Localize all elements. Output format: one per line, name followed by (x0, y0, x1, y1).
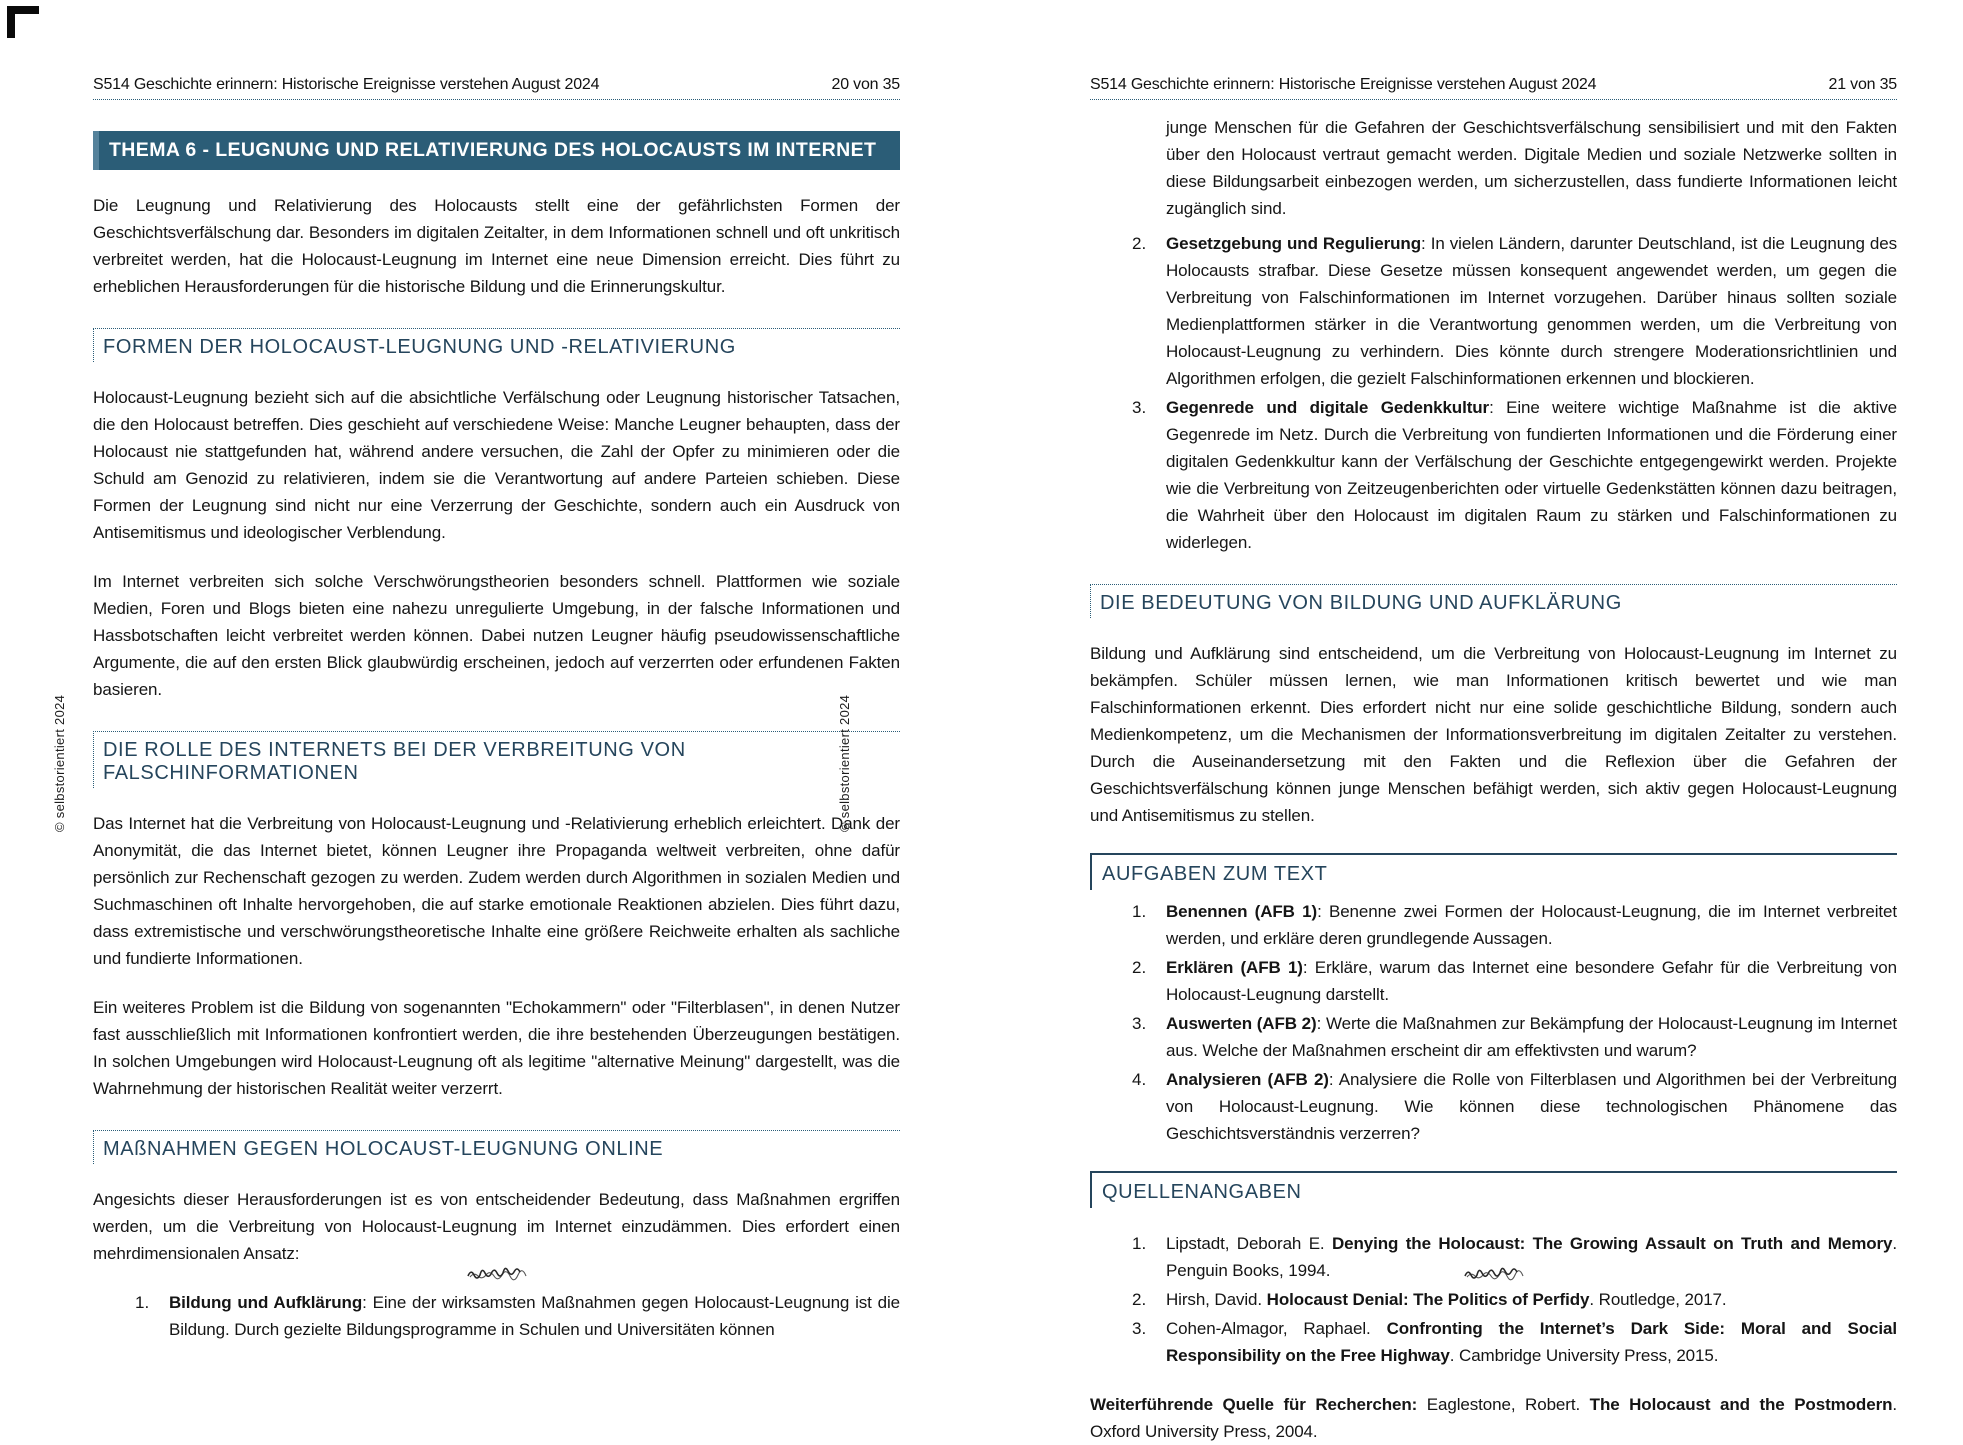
copyright-vertical-left: © selbstorientiert 2024 (52, 694, 67, 832)
task-text (1166, 1010, 1897, 1064)
further-source-title: The Holocaust and the Postmodern (1589, 1395, 1893, 1414)
paragraph: Im Internet verbreiten sich solche Verschwörungstheorien besonders schnell. Plattformen wie soziale Medien, Foren und Blogs bieten eine nahezu unregulierte Umgebung, in der falsche Informationen und Hassbotschaften leicht verbreitet werden können. Dabei nutzen Leugner häufig pseudowissenschaftliche Argumente, die auf den ersten Blick glaubwürdig erscheinen, jedoch auf verzerrten oder erfundenen Fakten basieren. (93, 572, 900, 699)
paragraph: Ein weiteres Problem ist die Bildung von sogenannten "Echokammern" oder "Filterblasen", in denen Nutzer fast ausschließlich mit Informationen konfrontiert werden, die ihre bestehenden Überzeugungen bestätigen. In solchen Umgebungen wird Holocaust-Leugnung oft als legitime "alternative Meinung" dargestellt, was die Wahrnehmung der historischen Realität weiter verzerrt. (93, 998, 900, 1098)
measures-list-continued (1090, 230, 1897, 556)
task-item (1090, 898, 1897, 952)
list-item-body: : In vielen Ländern, darunter Deutschland, ist die Leugnung des Holocausts strafbar. Diese Gesetze müssen konsequent angewendet werden, um gegen die Verbreitung von Falschinformationen im Internet vorzugehen. Darüber hinaus sollten soziale Medienplattformen stärker in die Verantwortung genommen werden, um die Verbreitung von Holocaust-Leugnung zu verhindern. Dies könnte durch strengere Moderationsrichtlinien und Algorithmen erfolgen, die gezielt Falschinformationen erkennen und blockieren. (1166, 234, 1897, 388)
list-item-body: : Eine der wirksamsten Maßnahmen gegen Holocaust-Leugnung ist die Bildung. Durch gezielte Bildungsprogramme in Schulen und Universitäten können (169, 1293, 900, 1339)
further-source-publisher: . Oxford University Press, 2004. (1090, 1395, 1898, 1441)
paragraph: Holocaust-Leugnung bezieht sich auf die absichtliche Verfälschung oder Leugnung historischer Tatsachen, die den Holocaust betreffen. Dies geschieht auf verschiedene Weise: Manche Leugner behaupten, dass der Holocaust nie stattgefunden hat, während andere versuchen, die Zahl der Opfer zu minimieren oder die Schuld am Genozid zu relativieren, indem sie die Verantwortung auf andere Parteien schieben. Diese Formen der Leugnung sind nicht nur eine Verzerrung der Geschichte, sondern auch ein Ausdruck von Antisemitismus und ideologischer Verblendung. (93, 388, 900, 542)
source-publisher: . Cambridge University Press, 2015. (1449, 1346, 1719, 1365)
page-right (1090, 0, 1897, 1445)
further-source-label: Weiterführende Quelle für Recherchen: (1090, 1395, 1418, 1414)
task-item (1090, 1010, 1897, 1064)
task-lead: Benennen (AFB 1) (1166, 902, 1318, 921)
signature-scribble-left (93, 1266, 900, 1287)
list-item-lead: Gegenrede und digitale Gedenkkultur (1166, 398, 1490, 417)
list-item-continuation: junge Menschen für die Gefahren der Geschichtsverfälschung sensibilisiert und mit den Fakten über den Holocaust vertraut gemacht werden. Digitale Medien und soziale Netzwerke sollten in diese Bildungsarbeit einbezogen werden, um sicherzustellen, dass fundierte Informationen leicht zugänglich sind. (1166, 118, 1897, 218)
list-text (1166, 394, 1897, 556)
section-heading-massnahmen: MAßNAHMEN GEGEN HOLOCAUST-LEUGNUNG ONLINE (93, 1130, 900, 1164)
copyright-vertical-right: © selbstorientiert 2024 (837, 694, 852, 832)
list-text (169, 1289, 900, 1343)
tasks-list (1090, 898, 1897, 1147)
source-title: Confronting the Internet’s Dark Side: Moral and Social Responsibility on the Free Highway (1166, 1319, 1897, 1365)
list-number: 2. (1132, 234, 1147, 253)
task-item (1090, 1066, 1897, 1147)
section-heading-rolle: DIE ROLLE DES INTERNETS BEI DER VERBREITUNG VON FALSCHINFORMATIONEN (93, 731, 900, 788)
paragraph: Angesichts dieser Herausforderungen ist es von entscheidender Bedeutung, dass Maßnahmen ergriffen werden, um die Verbreitung von Holocaust-Leugnung im Internet einzudämmen. Dies erfordert einen mehrdimensionalen Ansatz: (93, 1190, 900, 1263)
page-number: 21 von 35 (1828, 76, 1897, 93)
header-title: S514 Geschichte erinnern: Historische Ereignisse verstehen August 2024 (1090, 76, 1597, 93)
further-source-author: Eaglestone, Robert. (1417, 1395, 1590, 1414)
list-number: 4. (1132, 1070, 1147, 1089)
task-lead: Analysieren (AFB 2) (1166, 1070, 1329, 1089)
list-number: 2. (1132, 958, 1147, 977)
list-item-lead: Gesetzgebung und Regulierung (1166, 234, 1421, 253)
task-body: : Analysiere die Rolle von Filterblasen und Algorithmen bei der Verbreitung von Holocaust-Leugnung. Wie können diese technologischen Phänomene das Geschichtsverständnis verzerren? (1166, 1070, 1897, 1143)
task-body: : Benenne zwei Formen der Holocaust-Leugnung, die im Internet verbreitet werden, und erkläre deren grundlegende Aussagen. (1166, 902, 1897, 948)
source-item (1090, 1286, 1897, 1313)
list-number: 3. (1132, 1319, 1147, 1338)
list-number: 3. (1132, 1014, 1147, 1033)
paragraph: Bildung und Aufklärung sind entscheidend, um die Verbreitung von Holocaust-Leugnung im Internet zu bekämpfen. Schüler müssen lernen, wie man Informationen kritisch bewertet und wie man Falschinformationen erkennt. Dies erfordert nicht nur eine solide geschichtliche Bildung, sondern auch Medienkompetenz, um die Mechanismen der Informationsverbreitung im digitalen Zeitalter zu verstehen. Durch die Auseinandersetzung mit den Fakten und die Reflexion über die Gefahren der Geschichtsverfälschung können junge Menschen befähigt werden, sich aktiv gegen Holocaust-Leugnung und Antisemitismus zu stellen. (1090, 644, 1897, 825)
task-text (1166, 1066, 1897, 1147)
list-item (1090, 394, 1897, 556)
source-title: Denying the Holocaust: The Growing Assault on Truth and Memory (1331, 1234, 1893, 1253)
further-source-paragraph (1090, 1391, 1897, 1445)
page-header-right (1090, 76, 1897, 100)
page-header-left (93, 76, 900, 100)
task-lead: Erklären (AFB 1) (1166, 958, 1303, 977)
scribble-icon (1463, 1266, 1525, 1282)
list-number: 1. (1132, 1234, 1147, 1253)
page-left (93, 0, 900, 1345)
section-heading-quellen: QUELLENANGABEN (1090, 1171, 1897, 1208)
topic-banner: THEMA 6 - LEUGNUNG UND RELATIVIERUNG DES HOLOCAUSTS IM INTERNET (93, 131, 900, 170)
source-item (1090, 1315, 1897, 1369)
page-number: 20 von 35 (831, 76, 900, 93)
sources-list (1090, 1230, 1897, 1369)
list-number: 2. (1132, 1290, 1147, 1309)
list-number: 1. (135, 1293, 150, 1312)
source-publisher: . Penguin Books, 1994. (1166, 1234, 1897, 1280)
signature-scribble-right (1090, 1266, 1897, 1287)
intro-paragraph: Die Leugnung und Relativierung des Holocausts stellt eine der gefährlichsten Formen der Geschichtsverfälschung dar. Besonders im digitalen Zeitalter, in dem Informationen schnell und oft unkritisch verbreitet werden, hat die Holocaust-Leugnung im Internet eine neue Dimension erreicht. Dies führt zu erheblichen Herausforderungen für die historische Bildung und die Erinnerungskultur. (93, 196, 900, 296)
header-title: S514 Geschichte erinnern: Historische Ereignisse verstehen August 2024 (93, 76, 600, 93)
source-text (1166, 1315, 1897, 1369)
source-publisher: . Routledge, 2017. (1589, 1290, 1727, 1309)
section-heading-bedeutung: DIE BEDEUTUNG VON BILDUNG UND AUFKLÄRUNG (1090, 584, 1897, 618)
source-title: Holocaust Denial: The Politics of Perfidy (1266, 1290, 1590, 1309)
source-author: Hirsh, David. (1166, 1290, 1267, 1309)
task-text (1166, 954, 1897, 1008)
task-text (1166, 898, 1897, 952)
page-corner-mark (7, 6, 39, 38)
task-lead: Auswerten (AFB 2) (1166, 1014, 1317, 1033)
paragraph: Das Internet hat die Verbreitung von Holocaust-Leugnung und -Relativierung erheblich erleichtert. Dank der Anonymität, die das Internet bietet, können Leugner ihre Propaganda weltweit verbreiten, ohne dafür persönlich zur Rechenschaft gezogen zu werden. Zudem werden durch Algorithmen in sozialen Medien und Suchmaschinen oft Inhalte hervorgehoben, die auf starke emotionale Reaktionen abzielen. Dies führt dazu, dass extremistische und verschwörungstheoretische Inhalte eine größere Reichweite erhalten als sachliche und fundierte Informationen. (93, 814, 900, 968)
list-number: 1. (1132, 902, 1147, 921)
list-item-lead: Bildung und Aufklärung (169, 1293, 363, 1312)
list-text (1166, 230, 1897, 392)
list-item (93, 1289, 900, 1343)
task-body: : Werte die Maßnahmen zur Bekämpfung der Holocaust-Leugnung im Internet aus. Welche der Maßnahmen erscheint dir am effektivsten und warum? (1166, 1014, 1897, 1060)
measures-list (93, 1289, 900, 1343)
source-author: Cohen-Almagor, Raphael. (1166, 1319, 1387, 1338)
list-item (1090, 230, 1897, 392)
section-heading-formen: FORMEN DER HOLOCAUST-LEUGNUNG UND -RELATIVIERUNG (93, 328, 900, 362)
list-number: 3. (1132, 398, 1147, 417)
source-text (1166, 1286, 1897, 1313)
scribble-icon (466, 1266, 528, 1282)
task-item (1090, 954, 1897, 1008)
section-heading-aufgaben: AUFGABEN ZUM TEXT (1090, 853, 1897, 890)
list-item-body: : Eine weitere wichtige Maßnahme ist die aktive Gegenrede im Netz. Durch die Verbreitung von fundierten Informationen und die Förderung einer digitalen Gedenkkultur kann der Verfälschung der Geschichte entgegengewirkt werden. Projekte wie die Verbreitung von Zeitzeugenberichten oder virtuelle Gedenkstätten können dazu beitragen, die Wahrheit über den Holocaust im digitalen Raum zu stärken und Falschinformationen zu widerlegen. (1166, 398, 1897, 552)
source-author: Lipstadt, Deborah E. (1166, 1234, 1332, 1253)
task-body: : Erkläre, warum das Internet eine besondere Gefahr für die Verbreitung von Holocaust-Leugnung darstellt. (1166, 958, 1897, 1004)
